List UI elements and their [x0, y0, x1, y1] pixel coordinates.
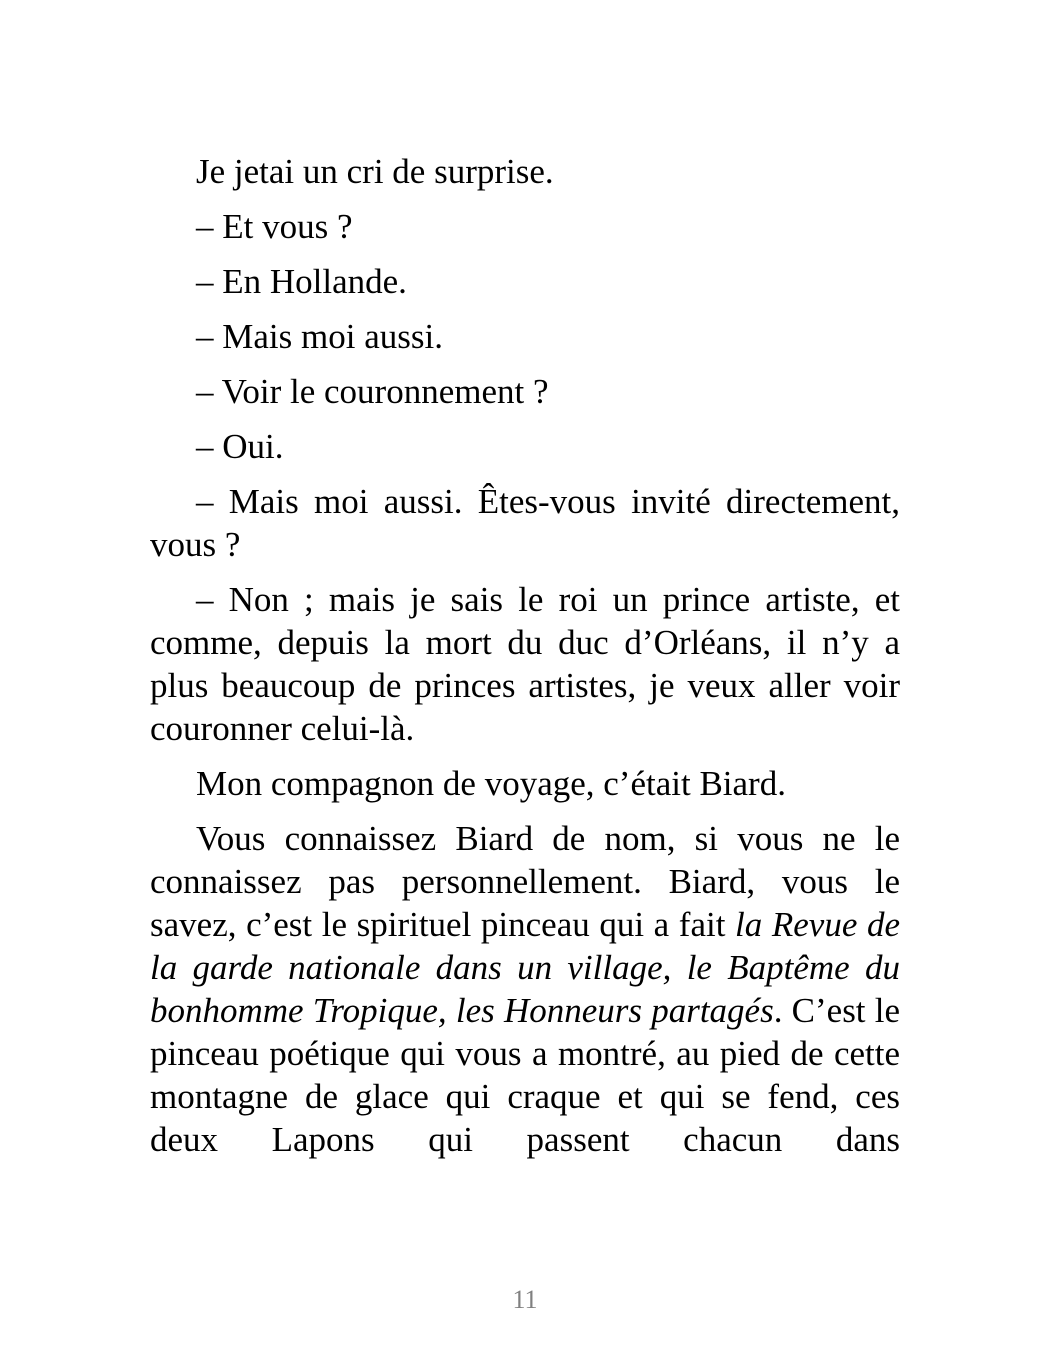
paragraph-8: – Non ; mais je sais le roi un prince artiste, et comme, depuis la mort du duc d’Orléans, il n’y a plus beaucoup de princes artistes, je veux aller voir couronner celui-là.	[150, 580, 900, 748]
paragraph-10-text-end: . C’est le pinceau poétique qui vous a montré, au pied de cette montagne de glace qui craque et qui se fend, ces deux Lapons qui passent chacun dans	[150, 991, 900, 1159]
page-body	[150, 150, 900, 1173]
paragraph-2: – Et vous ?	[196, 207, 353, 246]
paragraph-7: – Mais moi aussi. Êtes-vous invité directement, vous ?	[150, 482, 900, 564]
paragraph-6: – Oui.	[196, 427, 284, 466]
paragraph-10-italic-titles: la Revue de la garde nationale dans un village, le Baptême du bonhomme Tropique, les Honneurs partagés	[150, 905, 900, 1030]
paragraph-10-text-start: Vous connaissez Biard de nom, si vous ne le connaissez pas personnellement. Biard, vous le savez, c’est le spirituel pinceau qui a fait	[150, 819, 900, 944]
paragraph-4: – Mais moi aussi.	[196, 317, 443, 356]
paragraph-5: – Voir le couronnement ?	[196, 372, 549, 411]
paragraph-1: Je jetai un cri de surprise.	[196, 152, 554, 191]
paragraph-10	[150, 817, 900, 1161]
paragraph-9: Mon compagnon de voyage, c’était Biard.	[196, 764, 786, 803]
paragraph-3: – En Hollande.	[196, 262, 407, 301]
page-number: 11	[512, 1285, 538, 1314]
